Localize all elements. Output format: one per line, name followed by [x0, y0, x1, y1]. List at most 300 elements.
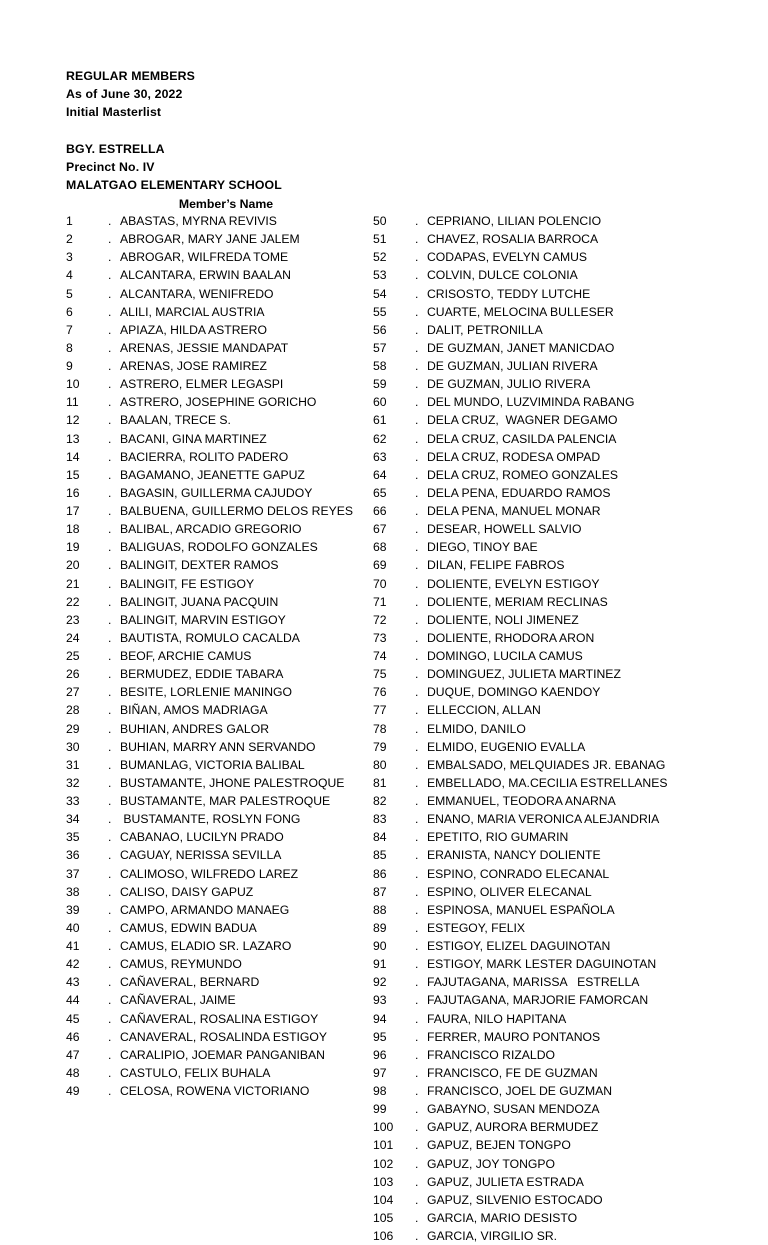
- number-separator: .: [415, 413, 419, 428]
- table-row: [66, 883, 396, 901]
- number-separator: .: [415, 522, 419, 537]
- number-separator: .: [108, 268, 112, 283]
- table-row: [66, 792, 396, 810]
- number-separator: .: [415, 558, 419, 573]
- member-name: DOLIENTE, NOLI JIMENEZ: [427, 612, 579, 627]
- table-row: [373, 230, 753, 248]
- member-name: CODAPAS, EVELYN CAMUS: [427, 250, 588, 265]
- member-number: 87: [373, 884, 387, 899]
- member-number: 14: [66, 449, 80, 464]
- table-row: [373, 683, 753, 701]
- member-name: BUHIAN, ANDRES GALOR: [120, 721, 269, 736]
- member-list-left-column: [66, 212, 396, 1100]
- member-name: COLVIN, DULCE COLONIA: [427, 268, 578, 283]
- member-number: 75: [373, 667, 387, 682]
- member-number: 89: [373, 920, 387, 935]
- member-name: BACIERRA, ROLITO PADERO: [120, 449, 289, 464]
- member-name: CAÑAVERAL, BERNARD: [120, 975, 260, 990]
- number-separator: .: [415, 1029, 419, 1044]
- member-number: 103: [373, 1174, 394, 1189]
- member-name: DE GUZMAN, JANET MANICDAO: [427, 340, 615, 355]
- member-name: DE GUZMAN, JULIAN RIVERA: [427, 359, 598, 373]
- table-row: [66, 828, 396, 846]
- table-row: [373, 538, 753, 556]
- member-name: CAÑAVERAL, JAIME: [120, 993, 236, 1008]
- table-row: [373, 1028, 753, 1046]
- number-separator: .: [415, 721, 419, 736]
- member-number: 68: [373, 540, 387, 555]
- number-separator: .: [415, 1192, 419, 1207]
- table-row: [373, 448, 753, 466]
- table-row: [373, 375, 753, 393]
- member-number: 53: [373, 268, 387, 283]
- table-row: [66, 593, 396, 611]
- table-row: [373, 756, 753, 774]
- header-barangay: BGY. ESTRELLA: [66, 141, 165, 156]
- table-row: [373, 919, 753, 937]
- member-number: 46: [66, 1029, 80, 1044]
- member-name: FAJUTAGANA, MARISSA ESTRELLA: [427, 975, 640, 990]
- table-row: [373, 285, 753, 303]
- number-separator: .: [415, 649, 419, 663]
- number-separator: .: [415, 975, 419, 990]
- member-name: ESPINO, CONRADO ELECANAL: [427, 866, 610, 881]
- number-separator: .: [415, 1174, 419, 1189]
- table-row: [66, 1064, 396, 1082]
- member-number: 78: [373, 721, 387, 736]
- member-name: EMMANUEL, TEODORA ANARNA: [427, 794, 616, 808]
- member-name: BEOF, ARCHIE CAMUS: [120, 649, 252, 663]
- table-row: [66, 556, 396, 574]
- member-name: EMBALSADO, MELQUIADES JR. EBANAG: [427, 757, 666, 772]
- number-separator: .: [108, 540, 112, 555]
- table-row: [66, 502, 396, 520]
- member-number: 81: [373, 775, 387, 790]
- table-row: [373, 629, 753, 647]
- member-number: 69: [373, 558, 387, 573]
- number-separator: .: [415, 250, 419, 265]
- number-separator: .: [415, 993, 419, 1008]
- header-as-of-date: As of June 30, 2022: [66, 87, 183, 102]
- number-separator: .: [108, 340, 112, 355]
- table-row: [66, 357, 396, 375]
- member-name: DELA CRUZ, CASILDA PALENCIA: [427, 431, 617, 446]
- member-name: DALIT, PETRONILLA: [427, 322, 543, 337]
- member-number: 74: [373, 649, 387, 663]
- table-row: [373, 1227, 753, 1245]
- number-separator: .: [415, 830, 419, 845]
- member-name: DIEGO, TINOY BAE: [427, 540, 538, 555]
- member-number: 30: [66, 739, 80, 754]
- member-name: ESPINOSA, MANUEL ESPAÑOLA: [427, 902, 615, 917]
- header-masterlist: Initial Masterlist: [66, 105, 162, 120]
- table-row: [373, 1136, 753, 1154]
- number-separator: .: [415, 232, 419, 247]
- member-number: 98: [373, 1084, 387, 1098]
- member-number: 99: [373, 1102, 387, 1117]
- member-name: DOLIENTE, MERIAM RECLINAS: [427, 594, 608, 609]
- member-number: 70: [373, 576, 387, 591]
- member-name: CALISO, DAISY GAPUZ: [120, 884, 254, 899]
- table-row: [373, 883, 753, 901]
- member-name: GAPUZ, JOY TONGPO: [427, 1156, 555, 1171]
- table-row: [373, 266, 753, 284]
- member-name: CAGUAY, NERISSA SEVILLA: [120, 848, 282, 863]
- member-number: 27: [66, 685, 80, 700]
- member-number: 106: [373, 1229, 394, 1243]
- member-number: 62: [373, 431, 387, 446]
- table-row: [373, 466, 753, 484]
- member-number: 48: [66, 1065, 80, 1080]
- member-number: 58: [373, 359, 387, 373]
- member-number: 94: [373, 1011, 387, 1026]
- number-separator: .: [415, 884, 419, 899]
- member-number: 77: [373, 703, 387, 718]
- member-number: 15: [66, 467, 80, 482]
- member-name: CHAVEZ, ROSALIA BARROCA: [427, 232, 599, 247]
- number-separator: .: [108, 866, 112, 881]
- member-name: CABANAO, LUCILYN PRADO: [120, 830, 284, 845]
- table-row: [66, 647, 396, 665]
- member-number: 21: [66, 576, 80, 591]
- number-separator: .: [108, 612, 112, 627]
- number-separator: .: [415, 359, 419, 373]
- member-name: BERMUDEZ, EDDIE TABARA: [120, 667, 284, 682]
- member-number: 31: [66, 757, 80, 772]
- table-row: [66, 629, 396, 647]
- table-row: [66, 393, 396, 411]
- table-row: [373, 1100, 753, 1118]
- member-number: 57: [373, 340, 387, 355]
- table-row: [373, 647, 753, 665]
- member-number: 82: [373, 794, 387, 808]
- number-separator: .: [108, 431, 112, 446]
- table-row: [66, 865, 396, 883]
- document-header: [66, 67, 366, 194]
- member-name: ALCANTARA, ERWIN BAALAN: [120, 268, 291, 283]
- table-row: [373, 393, 753, 411]
- member-number: 95: [373, 1029, 387, 1044]
- member-name: EPETITO, RIO GUMARIN: [427, 830, 569, 845]
- number-separator: .: [108, 504, 112, 518]
- table-row: [373, 1064, 753, 1082]
- table-row: [66, 448, 396, 466]
- number-separator: .: [108, 413, 112, 428]
- number-separator: .: [108, 957, 112, 972]
- table-row: [373, 774, 753, 792]
- number-separator: .: [415, 322, 419, 337]
- number-separator: .: [108, 830, 112, 845]
- member-number: 60: [373, 395, 387, 410]
- member-name: DELA CRUZ, RODESA OMPAD: [427, 449, 601, 464]
- member-name: CAÑAVERAL, ROSALINA ESTIGOY: [120, 1011, 319, 1026]
- member-name: FRANCISCO RIZALDO: [427, 1047, 555, 1062]
- member-name: CASTULO, FELIX BUHALA: [120, 1065, 271, 1080]
- member-name: BAALAN, TRECE S.: [120, 413, 231, 428]
- table-row: [66, 683, 396, 701]
- member-number: 4: [66, 268, 73, 283]
- table-row: [66, 230, 396, 248]
- table-row: [373, 792, 753, 810]
- number-separator: .: [108, 902, 112, 917]
- number-separator: .: [108, 884, 112, 899]
- member-number: 101: [373, 1138, 394, 1153]
- number-separator: .: [415, 485, 419, 500]
- number-separator: .: [415, 540, 419, 555]
- member-name: DOLIENTE, EVELYN ESTIGOY: [427, 576, 600, 591]
- number-separator: .: [108, 848, 112, 863]
- number-separator: .: [415, 1210, 419, 1225]
- member-number: 23: [66, 612, 80, 627]
- member-name: APIAZA, HILDA ASTRERO: [120, 322, 267, 337]
- number-separator: .: [415, 268, 419, 283]
- member-name: ESPINO, OLIVER ELECANAL: [427, 884, 592, 899]
- number-separator: .: [415, 1120, 419, 1135]
- member-name: CRISOSTO, TEDDY LUTCHE: [427, 286, 591, 301]
- member-name: CARALIPIO, JOEMAR PANGANIBAN: [120, 1047, 325, 1062]
- member-number: 6: [66, 304, 73, 319]
- table-row: [373, 575, 753, 593]
- member-name: BALINGIT, MARVIN ESTIGOY: [120, 612, 286, 627]
- number-separator: .: [415, 667, 419, 682]
- member-number: 67: [373, 522, 387, 537]
- table-row: [66, 339, 396, 357]
- table-row: [373, 248, 753, 266]
- member-number: 88: [373, 902, 387, 917]
- member-number: 39: [66, 902, 80, 917]
- table-row: [66, 937, 396, 955]
- member-name: DELA CRUZ, WAGNER DEGAMO: [427, 413, 618, 428]
- member-number: 91: [373, 957, 387, 972]
- member-name: DELA CRUZ, ROMEO GONZALES: [427, 467, 618, 482]
- table-row: [66, 285, 396, 303]
- number-separator: .: [415, 794, 419, 808]
- member-number: 17: [66, 504, 80, 518]
- table-row: [373, 810, 753, 828]
- table-row: [373, 955, 753, 973]
- number-separator: .: [108, 467, 112, 482]
- member-name: DOLIENTE, RHODORA ARON: [427, 630, 595, 645]
- table-row: [373, 502, 753, 520]
- table-row: [66, 846, 396, 864]
- table-row: [66, 901, 396, 919]
- member-number: 34: [66, 812, 80, 827]
- table-row: [66, 411, 396, 429]
- member-number: 38: [66, 884, 80, 899]
- table-row: [66, 248, 396, 266]
- table-row: [373, 303, 753, 321]
- table-row: [66, 774, 396, 792]
- number-separator: .: [108, 794, 112, 808]
- table-row: [373, 901, 753, 919]
- number-separator: .: [108, 1047, 112, 1062]
- member-name: CAMUS, REYMUNDO: [120, 957, 242, 972]
- number-separator: .: [108, 939, 112, 953]
- member-number: 2: [66, 232, 73, 247]
- member-number: 105: [373, 1210, 394, 1225]
- table-row: [373, 611, 753, 629]
- member-name: BACANI, GINA MARTINEZ: [120, 431, 267, 446]
- table-row: [373, 973, 753, 991]
- member-name: ELMIDO, EUGENIO EVALLA: [427, 739, 586, 754]
- number-separator: .: [108, 649, 112, 663]
- member-name: BUSTAMANTE, MAR PALESTROQUE: [120, 794, 331, 808]
- member-number: 37: [66, 866, 80, 881]
- number-separator: .: [415, 939, 419, 953]
- member-number: 33: [66, 794, 80, 808]
- member-number: 73: [373, 630, 387, 645]
- member-name: ESTIGOY, ELIZEL DAGUINOTAN: [427, 939, 611, 953]
- member-name: CELOSA, ROWENA VICTORIANO: [120, 1084, 310, 1098]
- member-number: 28: [66, 703, 80, 718]
- number-separator: .: [108, 322, 112, 337]
- member-name: CAMUS, EDWIN BADUA: [120, 920, 257, 935]
- member-number: 65: [373, 485, 387, 500]
- table-row: [66, 212, 396, 230]
- member-number: 72: [373, 612, 387, 627]
- header-school: MALATGAO ELEMENTARY SCHOOL: [66, 178, 282, 193]
- member-number: 49: [66, 1084, 80, 1098]
- member-name: BALINGIT, DEXTER RAMOS: [120, 558, 279, 573]
- member-number: 7: [66, 322, 73, 337]
- table-row: [66, 575, 396, 593]
- member-number: 84: [373, 830, 387, 845]
- number-separator: .: [108, 359, 112, 373]
- member-number: 12: [66, 413, 80, 428]
- member-name: ARENAS, JOSE RAMIREZ: [120, 359, 267, 373]
- member-number: 51: [373, 232, 387, 247]
- number-separator: .: [415, 739, 419, 754]
- member-number: 19: [66, 540, 80, 555]
- member-number: 35: [66, 830, 80, 845]
- member-name: BESITE, LORLENIE MANINGO: [120, 685, 293, 700]
- table-row: [66, 955, 396, 973]
- number-separator: .: [415, 685, 419, 700]
- number-separator: .: [108, 920, 112, 935]
- member-name: DEL MUNDO, LUZVIMINDA RABANG: [427, 395, 635, 410]
- member-name: EMBELLADO, MA.CECILIA ESTRELLANES: [427, 775, 668, 790]
- member-number: 52: [373, 250, 387, 265]
- member-name: GABAYNO, SUSAN MENDOZA: [427, 1102, 600, 1117]
- table-row: [66, 1028, 396, 1046]
- number-separator: .: [415, 467, 419, 482]
- number-separator: .: [415, 1011, 419, 1026]
- number-separator: .: [415, 214, 419, 228]
- number-separator: .: [108, 558, 112, 573]
- member-number: 63: [373, 449, 387, 464]
- member-number: 86: [373, 866, 387, 881]
- number-separator: .: [415, 1084, 419, 1098]
- number-separator: .: [108, 250, 112, 265]
- member-number: 56: [373, 322, 387, 337]
- number-separator: .: [108, 1029, 112, 1044]
- member-name: ERANISTA, NANCY DOLIENTE: [427, 848, 601, 863]
- number-separator: .: [415, 957, 419, 972]
- member-list-right-column: [373, 212, 753, 1245]
- number-separator: .: [415, 866, 419, 881]
- table-row: [373, 1118, 753, 1136]
- table-row: [373, 991, 753, 1009]
- member-number: 1: [66, 214, 73, 228]
- number-separator: .: [415, 902, 419, 917]
- members-name-column-header: Member’s Name: [178, 197, 274, 211]
- member-number: 24: [66, 630, 80, 645]
- number-separator: .: [108, 449, 112, 464]
- table-row: [66, 303, 396, 321]
- member-number: 47: [66, 1047, 80, 1062]
- table-row: [373, 846, 753, 864]
- member-name: BUSTAMANTE, JHONE PALESTROQUE: [120, 775, 345, 790]
- table-row: [66, 1082, 396, 1100]
- number-separator: .: [108, 1084, 112, 1098]
- member-number: 96: [373, 1047, 387, 1062]
- member-number: 55: [373, 304, 387, 319]
- member-name: CUARTE, MELOCINA BULLESER: [427, 304, 614, 319]
- member-number: 10: [66, 377, 80, 392]
- member-number: 9: [66, 359, 73, 373]
- member-number: 25: [66, 649, 80, 663]
- number-separator: .: [108, 214, 112, 228]
- member-number: 97: [373, 1065, 387, 1080]
- number-separator: .: [415, 377, 419, 392]
- number-separator: .: [108, 304, 112, 319]
- member-number: 104: [373, 1192, 394, 1207]
- table-row: [66, 430, 396, 448]
- member-number: 64: [373, 467, 387, 482]
- number-separator: .: [415, 504, 419, 518]
- table-row: [373, 1191, 753, 1209]
- member-name: DELA PENA, MANUEL MONAR: [427, 504, 601, 518]
- member-name: ALILI, MARCIAL AUSTRIA: [120, 304, 265, 319]
- member-number: 29: [66, 721, 80, 736]
- member-name: ASTRERO, ELMER LEGASPI: [120, 377, 284, 392]
- table-row: [66, 611, 396, 629]
- member-name: ASTRERO, JOSEPHINE GORICHO: [120, 395, 317, 410]
- member-number: 59: [373, 377, 387, 392]
- member-name: BALBUENA, GUILLERMO DELOS REYES: [120, 504, 353, 518]
- number-separator: .: [415, 920, 419, 935]
- table-row: [373, 212, 753, 230]
- number-separator: .: [415, 1065, 419, 1080]
- number-separator: .: [415, 1102, 419, 1117]
- member-number: 71: [373, 594, 387, 609]
- table-row: [373, 701, 753, 719]
- table-row: [66, 375, 396, 393]
- table-row: [373, 720, 753, 738]
- member-name: ABROGAR, WILFREDA TOME: [120, 250, 289, 265]
- member-name: BALINGIT, FE ESTIGOY: [120, 576, 255, 591]
- member-name: BAGAMANO, JEANETTE GAPUZ: [120, 467, 305, 482]
- member-number: 44: [66, 993, 80, 1008]
- number-separator: .: [415, 757, 419, 772]
- number-separator: .: [415, 775, 419, 790]
- number-separator: .: [415, 395, 419, 410]
- number-separator: .: [415, 286, 419, 301]
- member-number: 43: [66, 975, 80, 990]
- number-separator: .: [108, 576, 112, 591]
- table-row: [66, 991, 396, 1009]
- number-separator: .: [108, 721, 112, 736]
- number-separator: .: [108, 975, 112, 990]
- member-name: DUQUE, DOMINGO KAENDOY: [427, 685, 601, 700]
- number-separator: .: [415, 630, 419, 645]
- header-title: REGULAR MEMBERS: [66, 69, 195, 83]
- member-name: DOMINGUEZ, JULIETA MARTINEZ: [427, 667, 621, 682]
- number-separator: .: [108, 485, 112, 500]
- member-number: 20: [66, 558, 80, 573]
- member-number: 41: [66, 939, 80, 953]
- member-name: FERRER, MAURO PONTANOS: [427, 1029, 601, 1044]
